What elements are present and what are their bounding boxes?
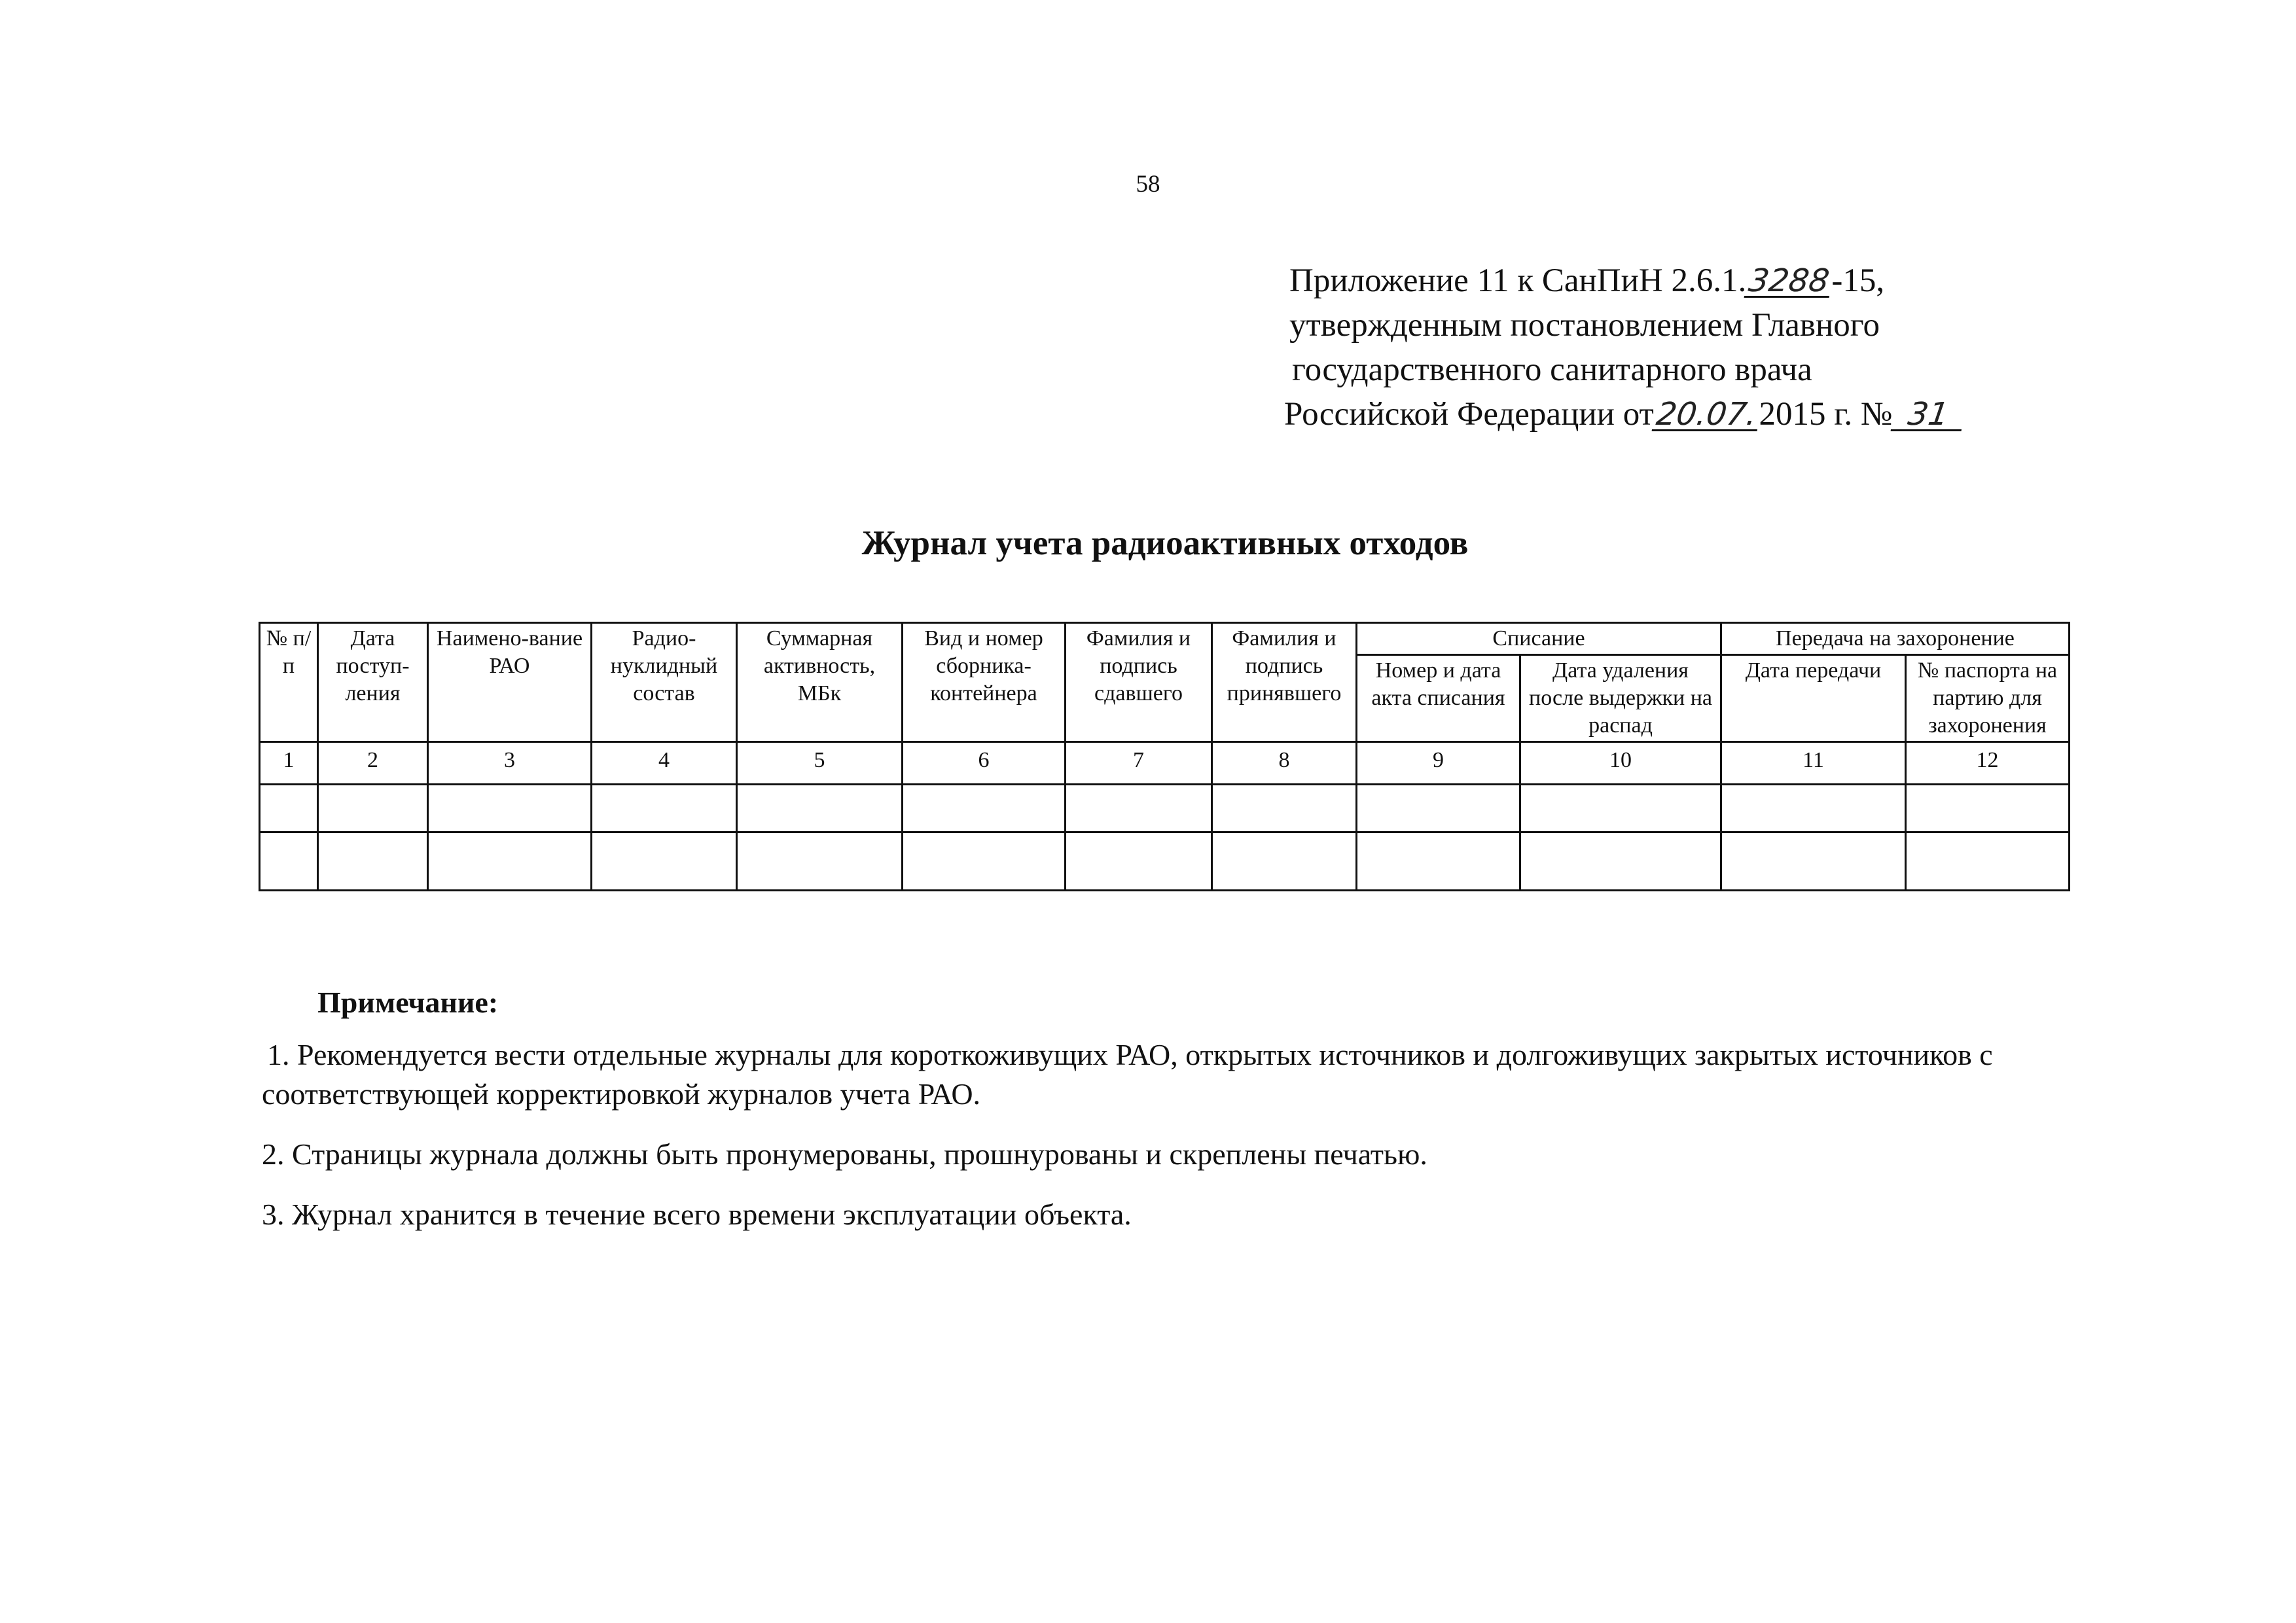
appendix-line-4-middle: 2015 г. № (1759, 396, 1893, 433)
header-removal-date: Дата удаления после выдержки на распад (1520, 655, 1721, 742)
empty-cell (737, 832, 903, 891)
empty-cell (1066, 785, 1212, 832)
column-number: 3 (428, 742, 592, 785)
column-number: 2 (318, 742, 428, 785)
column-number: 8 (1212, 742, 1357, 785)
empty-cell (1357, 785, 1520, 832)
handwritten-order-number: 31 (1890, 399, 1965, 431)
column-number: 12 (1906, 742, 2070, 785)
appendix-line-4-prefix: Российской Федерации от (1284, 396, 1654, 433)
header-waste-name: Наимено-вание РАО (428, 623, 592, 742)
empty-cell (1212, 785, 1357, 832)
empty-cell (1212, 832, 1357, 891)
empty-cell (592, 785, 737, 832)
table-header-row (260, 623, 2070, 655)
header-transfer-date: Дата передачи (1721, 655, 1906, 742)
header-received-by: Фамилия и подпись принявшего (1212, 623, 1357, 742)
appendix-line-1 (1289, 259, 1964, 303)
column-number: 1 (260, 742, 318, 785)
empty-cell (903, 832, 1066, 891)
empty-cell (260, 785, 318, 832)
header-group-writeoff: Списание (1357, 623, 1721, 655)
empty-cell (1906, 832, 2070, 891)
appendix-line-1-suffix: -15, (1831, 262, 1885, 299)
empty-cell (1066, 832, 1212, 891)
table-row-empty (260, 785, 2070, 832)
empty-cell (428, 785, 592, 832)
appendix-line-4 (1284, 392, 1964, 437)
empty-cell (737, 785, 903, 832)
header-total-activity: Суммарная активность, МБк (737, 623, 903, 742)
handwritten-sanpin-number: 3288 (1744, 266, 1834, 298)
note-heading: Примечание: (317, 986, 499, 1019)
empty-cell (428, 832, 592, 891)
notes-list (262, 1035, 2075, 1255)
page-number: 58 (1136, 171, 1160, 198)
table-row-empty (260, 832, 2070, 891)
appendix-header (1284, 259, 1964, 437)
note-item: 1. Рекомендуется вести отдельные журналы для короткоживущих РАО, открытых источников и долгоживущих закрытых источников с соответствующей корректировкой журналов учета РАО. (262, 1038, 1993, 1111)
column-number-row (260, 742, 2070, 785)
empty-cell (1520, 832, 1721, 891)
appendix-line-2: утвержденным постановлением Главного (1289, 307, 1880, 344)
handwritten-date: 20.07. (1651, 399, 1761, 431)
column-number: 6 (903, 742, 1066, 785)
header-group-burial: Передача на захоронение (1721, 623, 2070, 655)
appendix-line-3: государственного санитарного врача (1292, 351, 1812, 388)
header-receipt-date: Дата поступ-ления (318, 623, 428, 742)
header-batch-passport: № паспорта на партию для захоронения (1906, 655, 2070, 742)
header-container-type: Вид и номер сборника-контейнера (903, 623, 1066, 742)
header-radionuclide-composition: Радио-нуклидный состав (592, 623, 737, 742)
column-number: 11 (1721, 742, 1906, 785)
column-number: 5 (737, 742, 903, 785)
note-item: 2. Страницы журнала должны быть пронумерованы, прошнурованы и скреплены печатью. (262, 1137, 1427, 1171)
column-number: 7 (1066, 742, 1212, 785)
header-number: № п/п (260, 623, 318, 742)
empty-cell (318, 785, 428, 832)
empty-cell (1357, 832, 1520, 891)
waste-journal-table (259, 622, 2070, 891)
column-number: 9 (1357, 742, 1520, 785)
empty-cell (1721, 785, 1906, 832)
column-number: 10 (1520, 742, 1721, 785)
empty-cell (318, 832, 428, 891)
empty-cell (260, 832, 318, 891)
empty-cell (1721, 832, 1906, 891)
note-item: 3. Журнал хранится в течение всего времени эксплуатации объекта. (262, 1198, 1132, 1231)
document-title: Журнал учета радиоактивных отходов (861, 524, 1469, 562)
empty-cell (592, 832, 737, 891)
column-number: 4 (592, 742, 737, 785)
header-handed-over-by: Фамилия и подпись сдавшего (1066, 623, 1212, 742)
empty-cell (1520, 785, 1721, 832)
empty-cell (903, 785, 1066, 832)
empty-cell (1906, 785, 2070, 832)
header-writeoff-act: Номер и дата акта списания (1357, 655, 1520, 742)
appendix-line-1-prefix: Приложение 11 к СанПиН 2.6.1. (1289, 262, 1747, 299)
